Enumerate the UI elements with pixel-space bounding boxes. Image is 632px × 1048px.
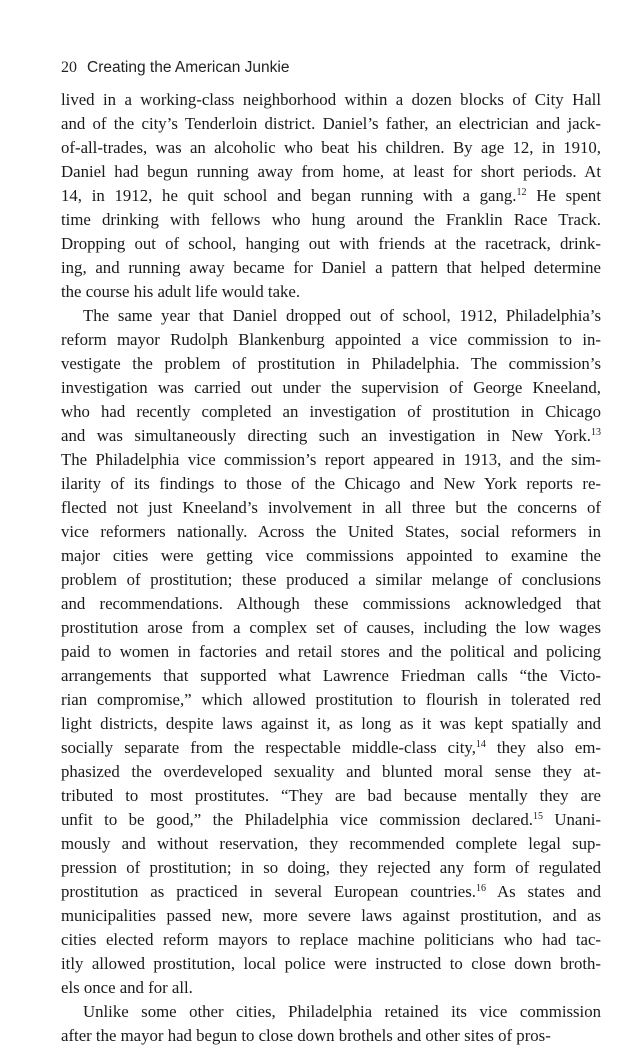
text-line: [61, 328, 601, 352]
text-line: [61, 184, 601, 208]
paragraph: [61, 304, 601, 1000]
text-line: [61, 544, 601, 568]
text-line: [61, 592, 601, 616]
text-line: [61, 856, 601, 880]
text-run: reform mayor Rudolph Blankenburg appointed a vice commission to in-: [61, 330, 601, 349]
text-line: [61, 640, 601, 664]
text-run: paid to women in factories and retail stores and the political and policing: [61, 642, 601, 661]
text-run: time drinking with fellows who hung around the Franklin Race Track.: [61, 210, 601, 229]
text-run: Unani-: [542, 810, 601, 829]
text-line: [61, 400, 601, 424]
text-line: [61, 760, 601, 784]
text-line: [61, 616, 601, 640]
text-line: [61, 88, 601, 112]
text-run: ilarity of its findings to those of the Chicago and New York reports re-: [61, 474, 601, 493]
text-line: [61, 688, 601, 712]
text-run: Daniel had begun running away from home, at least for short periods. At: [61, 162, 601, 181]
text-run: flected not just Kneeland’s involvement in all three but the concerns of: [61, 498, 601, 517]
text-run: pression of prostitution; in so doing, they rejected any form of regulated: [61, 858, 601, 877]
text-line: [61, 424, 601, 448]
text-run: prostitution as practiced in several European countries.: [61, 882, 476, 901]
text-run: prostitution arose from a complex set of causes, including the low wages: [61, 618, 601, 637]
text-line: [61, 232, 601, 256]
text-run: rian compromise,” which allowed prostitution to flourish in tolerated red: [61, 690, 601, 709]
text-line: [61, 904, 601, 928]
footnote-ref: 15: [532, 811, 543, 822]
text-run: of-all-trades, was an alcoholic who beat his children. By age 12, in 1910,: [61, 138, 601, 157]
footnote-ref: 13: [591, 427, 601, 438]
text-line: [61, 376, 601, 400]
text-line: [61, 808, 601, 832]
text-line: [61, 136, 601, 160]
text-run: investigation was carried out under the supervision of George Kneeland,: [61, 378, 601, 397]
text-run: cities elected reform mayors to replace machine politicians who had tac-: [61, 930, 601, 949]
text-line: [61, 520, 601, 544]
text-line: [61, 736, 601, 760]
text-run: they also em-: [485, 738, 601, 757]
text-line: [61, 280, 601, 304]
text-line: [61, 568, 601, 592]
text-line: [61, 832, 601, 856]
text-line: [61, 448, 601, 472]
text-run: the course his adult life would take.: [61, 282, 301, 301]
text-run: Unlike some other cities, Philadelphia retained its vice commission: [83, 1002, 601, 1021]
paragraph: [61, 88, 601, 304]
text-run: socially separate from the respectable middle-class city,: [61, 738, 476, 757]
text-line: [61, 352, 601, 376]
text-line: [61, 208, 601, 232]
text-run: major cities were getting vice commissions appointed to examine the: [61, 546, 601, 565]
text-line: [61, 952, 601, 976]
text-run: after the mayor had begun to close down brothels and other sites of pros-: [61, 1026, 551, 1045]
text-run: arrangements that supported what Lawrence Friedman calls “the Victo-: [61, 666, 601, 685]
paragraph: [61, 1000, 601, 1048]
text-line: [61, 1000, 601, 1024]
text-run: vestigate the problem of prostitution in Philadelphia. The commission’s: [61, 354, 601, 373]
text-run: problem of prostitution; these produced a similar melange of conclusions: [61, 570, 601, 589]
footnote-ref: 12: [516, 187, 527, 198]
footnote-ref: 14: [475, 739, 486, 750]
page-number: 20: [61, 59, 77, 76]
text-run: As states and: [485, 882, 601, 901]
text-line: [61, 928, 601, 952]
text-run: who had recently completed an investigation of prostitution in Chicago: [61, 402, 601, 421]
text-run: vice reformers nationally. Across the United States, social reformers in: [61, 522, 601, 541]
running-title: Creating the American Junkie: [87, 59, 290, 76]
text-run: unfit to be good,” the Philadelphia vice commission declared.: [61, 810, 533, 829]
text-line: [61, 496, 601, 520]
text-line: [61, 472, 601, 496]
text-line: [61, 664, 601, 688]
text-line: [61, 712, 601, 736]
text-line: [61, 976, 601, 1000]
text-run: ing, and running away became for Daniel a pattern that helped determine: [61, 258, 601, 277]
text-line: [61, 112, 601, 136]
text-run: light districts, despite laws against it, as long as it was kept spatially and: [61, 714, 601, 733]
text-run: The same year that Daniel dropped out of school, 1912, Philadelphia’s: [83, 306, 601, 325]
text-line: [61, 256, 601, 280]
running-header: [61, 59, 289, 77]
text-run: mously and without reservation, they recommended complete legal sup-: [61, 834, 601, 853]
body-text: [61, 88, 601, 1048]
text-line: [61, 1024, 601, 1048]
text-run: 14, in 1912, he quit school and began running with a gang.: [61, 186, 517, 205]
text-line: [61, 304, 601, 328]
text-line: [61, 880, 601, 904]
text-line: [61, 160, 601, 184]
text-run: itly allowed prostitution, local police were instructed to close down broth-: [61, 954, 601, 973]
text-run: and was simultaneously directing such an investigation in New York.: [61, 426, 591, 445]
text-run: lived in a working-class neighborhood within a dozen blocks of City Hall: [61, 90, 601, 109]
text-line: [61, 784, 601, 808]
text-run: He spent: [526, 186, 601, 205]
footnote-ref: 16: [475, 883, 486, 894]
text-run: Dropping out of school, hanging out with friends at the racetrack, drink-: [61, 234, 601, 253]
text-run: The Philadelphia vice commission’s report appeared in 1913, and the sim-: [61, 450, 601, 469]
text-run: municipalities passed new, more severe laws against prostitution, and as: [61, 906, 601, 925]
text-run: phasized the overdeveloped sexuality and blunted moral sense they at-: [61, 762, 601, 781]
text-run: and of the city’s Tenderloin district. Daniel’s father, an electrician and jack-: [61, 114, 601, 133]
text-run: els once and for all.: [61, 978, 193, 997]
text-run: and recommendations. Although these commissions acknowledged that: [61, 594, 601, 613]
text-run: tributed to most prostitutes. “They are bad because mentally they are: [61, 786, 601, 805]
